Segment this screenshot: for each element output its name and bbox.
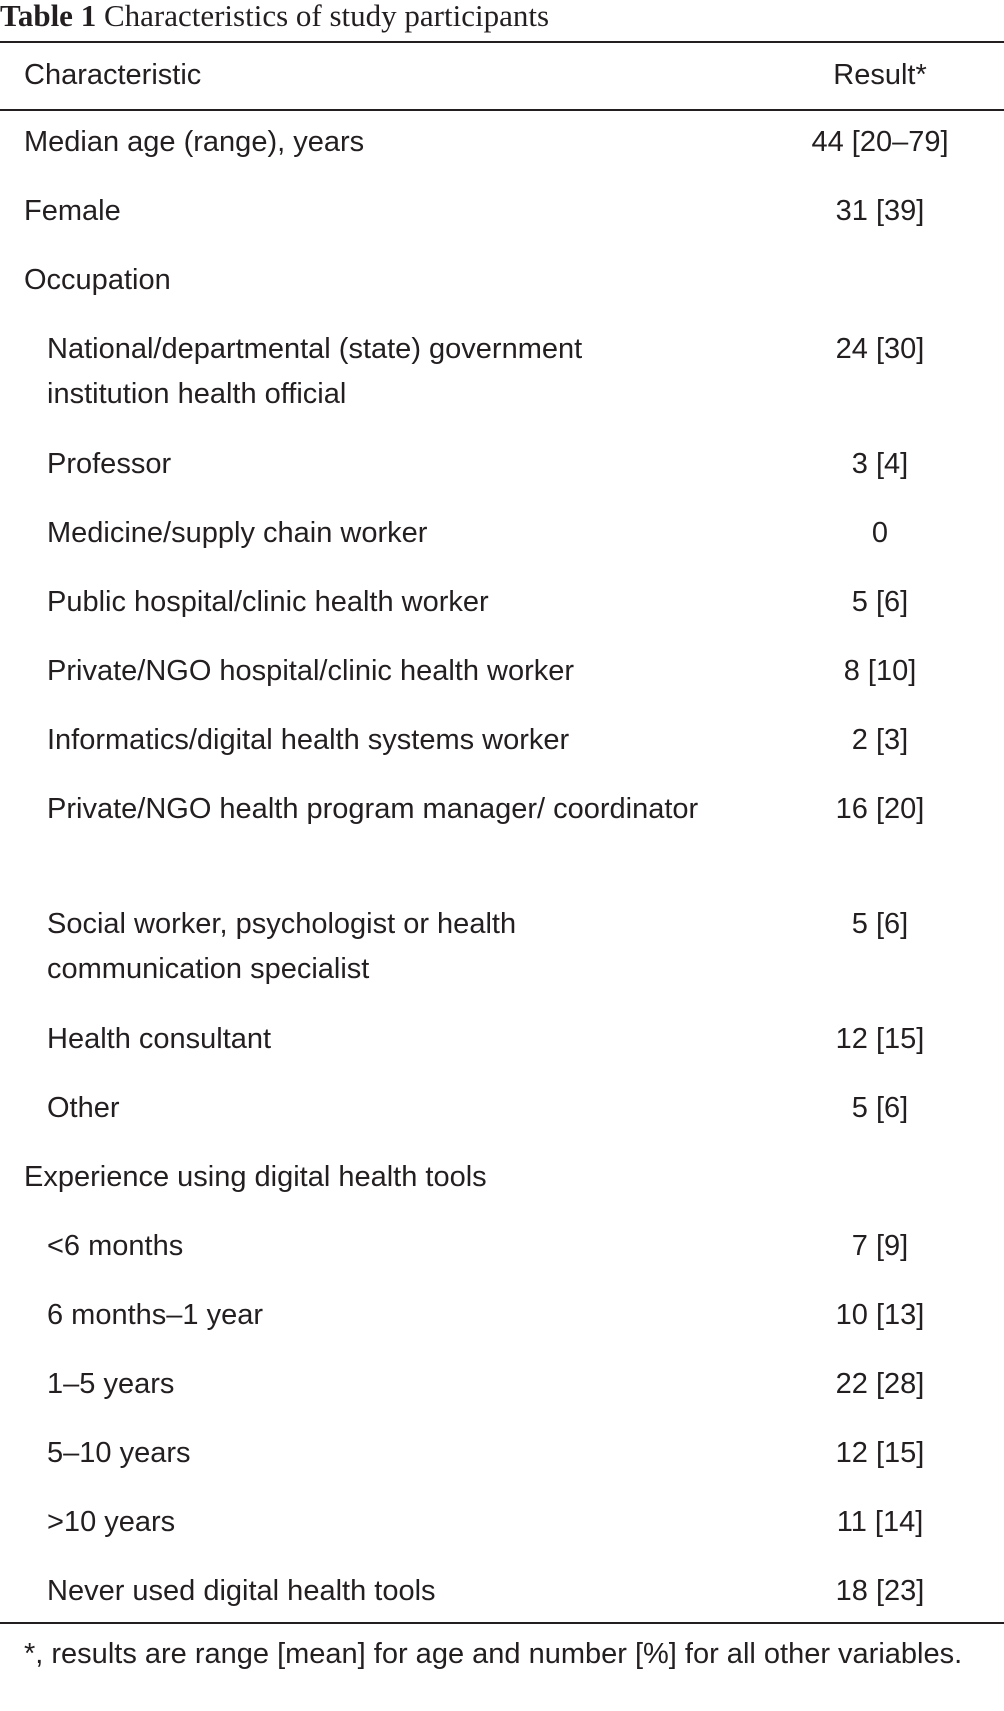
row-label: Experience using digital health tools xyxy=(24,1161,487,1193)
row-value: 12 [15] xyxy=(835,1023,925,1055)
table-row xyxy=(0,1215,1004,1284)
row-label: <6 months xyxy=(47,1230,184,1262)
row-label: Informatics/digital health systems worker xyxy=(47,724,570,756)
row-label: 1–5 years xyxy=(47,1368,175,1400)
row-value: 7 [9] xyxy=(851,1230,909,1262)
row-label: Never used digital health tools xyxy=(47,1575,436,1607)
row-value: 18 [23] xyxy=(835,1575,925,1607)
row-value: 5 [6] xyxy=(851,1092,909,1124)
table-row xyxy=(0,640,1004,709)
row-label: 5–10 years xyxy=(47,1437,191,1469)
row-label: Occupation xyxy=(24,264,171,296)
row-label: Medicine/supply chain worker xyxy=(47,517,428,549)
table-row xyxy=(0,1077,1004,1146)
row-value: 8 [10] xyxy=(843,655,917,687)
table-row xyxy=(0,111,1004,180)
row-value: 3 [4] xyxy=(851,448,909,480)
header-characteristic: Characteristic xyxy=(24,59,202,91)
row-label: Private/NGO health program manager/ coordinator xyxy=(47,793,699,825)
row-label: Median age (range), years xyxy=(24,126,365,158)
row-value: 22 [28] xyxy=(835,1368,925,1400)
row-label: Health consultant xyxy=(47,1023,272,1055)
row-value: 10 [13] xyxy=(835,1299,925,1331)
row-value: 12 [15] xyxy=(835,1437,925,1469)
table-row xyxy=(0,1422,1004,1491)
table-row xyxy=(0,180,1004,249)
table-row xyxy=(0,709,1004,778)
row-label: >10 years xyxy=(47,1506,176,1538)
table-row xyxy=(0,571,1004,640)
table-body xyxy=(0,111,1004,1629)
table-row xyxy=(0,893,1004,1008)
row-label: Other xyxy=(47,1092,120,1124)
table-row xyxy=(0,502,1004,571)
table-row xyxy=(0,1284,1004,1353)
table-row xyxy=(0,433,1004,502)
row-label: 6 months–1 year xyxy=(47,1299,264,1331)
table-row xyxy=(0,778,1004,893)
row-label: Private/NGO hospital/clinic health worker xyxy=(47,655,575,687)
row-value: 16 [20] xyxy=(835,793,925,825)
table-row xyxy=(0,318,1004,433)
row-value: 2 [3] xyxy=(851,724,909,756)
table-label: Table 1 xyxy=(0,0,97,33)
table-footnote: *, results are range [mean] for age and number [%] for all other variables. xyxy=(24,1638,963,1670)
row-value: 24 [30] xyxy=(835,333,925,365)
table-caption: Characteristics of study participants xyxy=(103,0,550,33)
table-row xyxy=(0,1491,1004,1560)
table-title xyxy=(0,0,549,40)
table-row-group-header xyxy=(0,1146,1004,1215)
table-row xyxy=(0,1008,1004,1077)
row-value: 31 [39] xyxy=(835,195,925,227)
table-row-group-header xyxy=(0,249,1004,318)
row-value: 5 [6] xyxy=(851,908,909,940)
row-label: Professor xyxy=(47,448,172,480)
row-value: 5 [6] xyxy=(851,586,909,618)
table-bottom-rule xyxy=(0,1622,1004,1624)
row-label: Public hospital/clinic health worker xyxy=(47,586,489,618)
row-label: National/departmental (state) government institution health official xyxy=(47,333,583,410)
row-value: 44 [20–79] xyxy=(811,126,949,158)
row-value: 0 xyxy=(871,517,889,549)
row-label: Female xyxy=(24,195,121,227)
header-result: Result* xyxy=(833,59,927,91)
row-label: Social worker, psychologist or health communication specialist xyxy=(47,908,517,985)
table-row xyxy=(0,1560,1004,1629)
table-header xyxy=(0,43,1004,109)
table-row xyxy=(0,1353,1004,1422)
row-value: 11 [14] xyxy=(836,1506,924,1538)
